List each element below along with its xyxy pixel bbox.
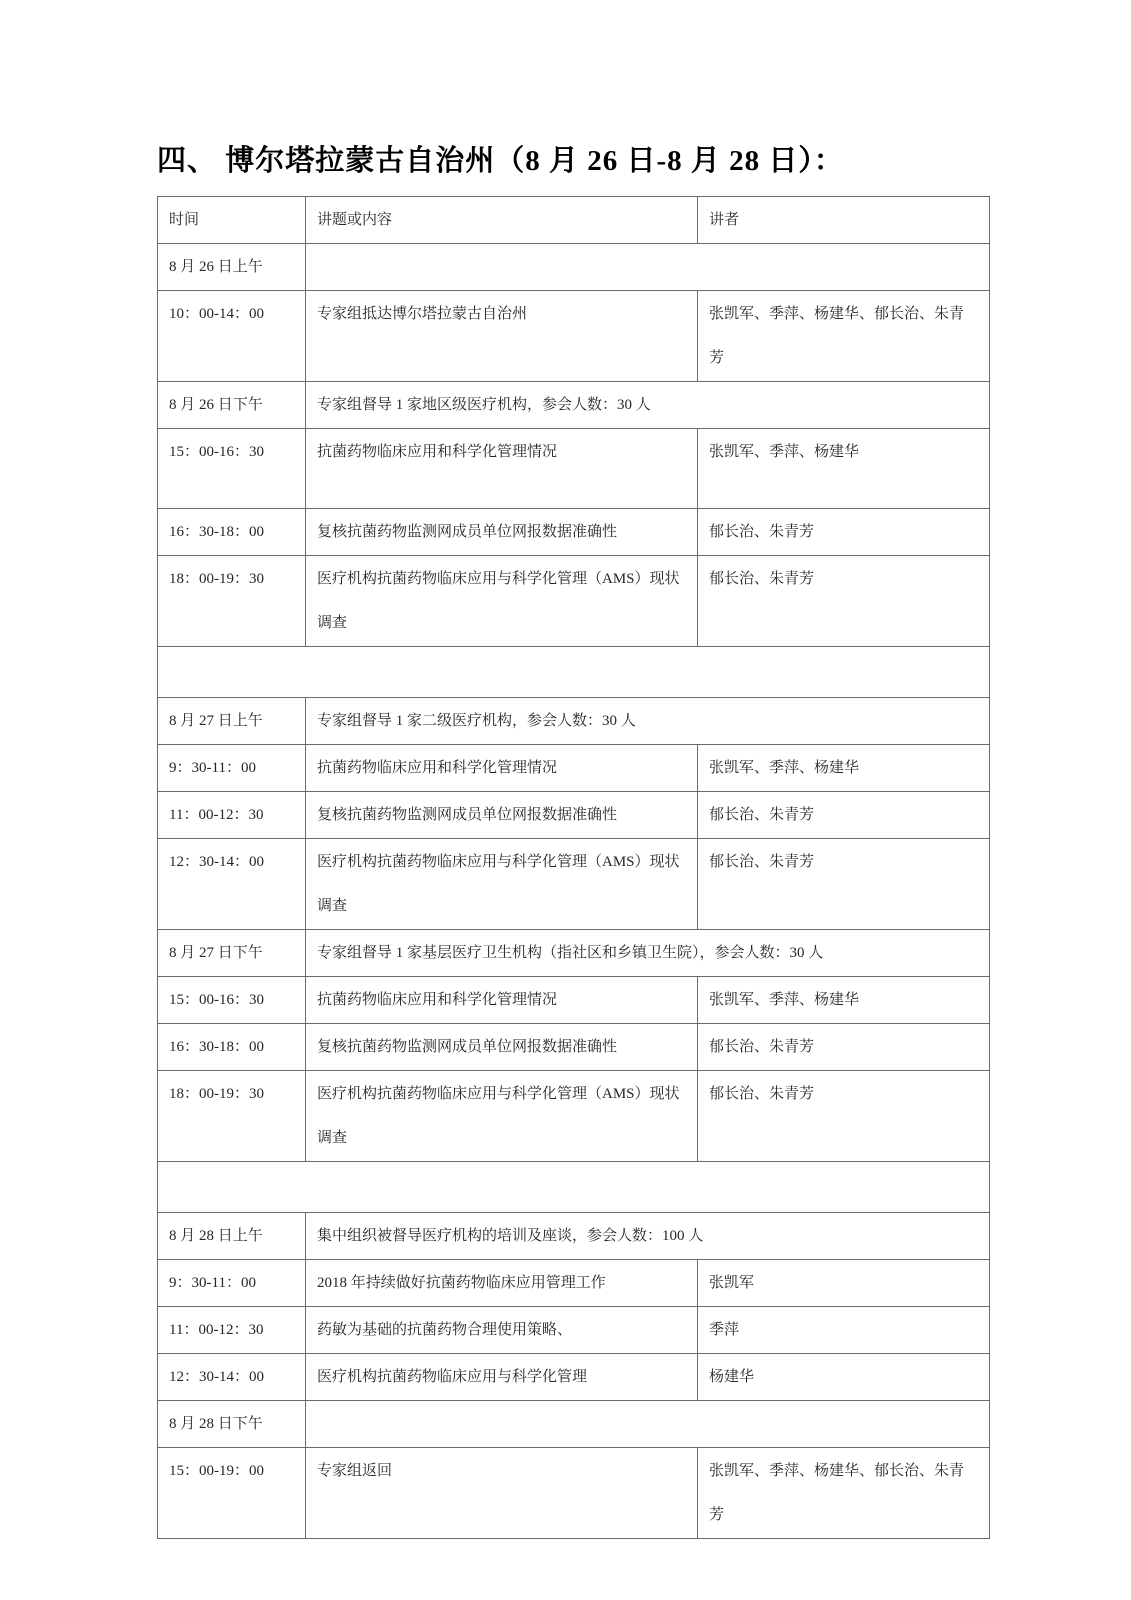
time-cell: 10：00-14：00 <box>158 291 306 382</box>
table-row <box>158 792 990 839</box>
table-row <box>158 1260 990 1307</box>
speaker-cell: 张凯军 <box>698 1260 990 1307</box>
speaker-cell: 张凯军、季萍、杨建华 <box>698 745 990 792</box>
time-cell: 15：00-19：00 <box>158 1448 306 1539</box>
table-row <box>158 509 990 556</box>
separator-cell <box>158 1162 990 1213</box>
table-row <box>158 1354 990 1401</box>
time-cell: 16：30-18：00 <box>158 509 306 556</box>
speaker-cell: 郁长治、朱青芳 <box>698 556 990 647</box>
table-row <box>158 1213 990 1260</box>
table-row <box>158 698 990 745</box>
header-cell-time: 时间 <box>158 197 306 244</box>
table-row <box>158 244 990 291</box>
topic-cell: 抗菌药物临床应用和科学化管理情况 <box>306 977 698 1024</box>
time-cell: 8 月 28 日上午 <box>158 1213 306 1260</box>
topic-cell: 专家组督导 1 家地区级医疗机构，参会人数：30 人 <box>306 382 990 429</box>
time-cell: 18：00-19：30 <box>158 1071 306 1162</box>
speaker-cell: 郁长治、朱青芳 <box>698 792 990 839</box>
topic-cell: 专家组抵达博尔塔拉蒙古自治州 <box>306 291 698 382</box>
time-cell: 11：00-12：30 <box>158 792 306 839</box>
header-cell-speaker: 讲者 <box>698 197 990 244</box>
topic-cell: 医疗机构抗菌药物临床应用与科学化管理（AMS）现状调查 <box>306 556 698 647</box>
table-row <box>158 1024 990 1071</box>
speaker-cell: 张凯军、季萍、杨建华 <box>698 977 990 1024</box>
time-cell: 11：00-12：30 <box>158 1307 306 1354</box>
time-cell: 18：00-19：30 <box>158 556 306 647</box>
topic-cell <box>306 244 990 291</box>
speaker-cell: 郁长治、朱青芳 <box>698 839 990 930</box>
speaker-cell: 张凯军、季萍、杨建华、郁长治、朱青芳 <box>698 1448 990 1539</box>
topic-cell: 专家组督导 1 家基层医疗卫生机构（指社区和乡镇卫生院），参会人数：30 人 <box>306 930 990 977</box>
time-cell: 15：00-16：30 <box>158 977 306 1024</box>
table-row <box>158 1448 990 1539</box>
topic-cell: 医疗机构抗菌药物临床应用与科学化管理（AMS）现状调查 <box>306 1071 698 1162</box>
topic-cell <box>306 1401 990 1448</box>
topic-cell: 集中组织被督导医疗机构的培训及座谈，参会人数：100 人 <box>306 1213 990 1260</box>
time-cell: 12：30-14：00 <box>158 1354 306 1401</box>
table-row <box>158 429 990 509</box>
table-row <box>158 745 990 792</box>
speaker-cell: 季萍 <box>698 1307 990 1354</box>
speaker-cell: 张凯军、季萍、杨建华、郁长治、朱青芳 <box>698 291 990 382</box>
time-cell: 16：30-18：00 <box>158 1024 306 1071</box>
speaker-cell: 杨建华 <box>698 1354 990 1401</box>
table-row <box>158 382 990 429</box>
speaker-cell: 张凯军、季萍、杨建华 <box>698 429 990 509</box>
topic-cell: 复核抗菌药物监测网成员单位网报数据准确性 <box>306 792 698 839</box>
topic-cell: 药敏为基础的抗菌药物合理使用策略、 <box>306 1307 698 1354</box>
topic-cell: 2018 年持续做好抗菌药物临床应用管理工作 <box>306 1260 698 1307</box>
separator-row <box>158 1162 990 1213</box>
speaker-cell: 郁长治、朱青芳 <box>698 1024 990 1071</box>
table-row <box>158 1071 990 1162</box>
time-cell: 9：30-11：00 <box>158 1260 306 1307</box>
table-row <box>158 930 990 977</box>
page-title: 四、 博尔塔拉蒙古自治州（8 月 26 日-8 月 28 日）： <box>157 145 844 177</box>
header-cell-topic: 讲题或内容 <box>306 197 698 244</box>
table-row <box>158 839 990 930</box>
topic-cell: 复核抗菌药物监测网成员单位网报数据准确性 <box>306 509 698 556</box>
topic-cell: 抗菌药物临床应用和科学化管理情况 <box>306 745 698 792</box>
topic-cell: 医疗机构抗菌药物临床应用与科学化管理（AMS）现状调查 <box>306 839 698 930</box>
table-row <box>158 1401 990 1448</box>
time-cell: 15：00-16：30 <box>158 429 306 509</box>
time-cell: 8 月 26 日下午 <box>158 382 306 429</box>
separator-row <box>158 647 990 698</box>
time-cell: 8 月 26 日上午 <box>158 244 306 291</box>
topic-cell: 专家组返回 <box>306 1448 698 1539</box>
speaker-cell: 郁长治、朱青芳 <box>698 1071 990 1162</box>
table-row <box>158 556 990 647</box>
table-row <box>158 977 990 1024</box>
topic-cell: 抗菌药物临床应用和科学化管理情况 <box>306 429 698 509</box>
topic-cell: 专家组督导 1 家二级医疗机构，参会人数：30 人 <box>306 698 990 745</box>
separator-cell <box>158 647 990 698</box>
time-cell: 8 月 27 日下午 <box>158 930 306 977</box>
table-row <box>158 1307 990 1354</box>
schedule-table <box>157 196 990 1539</box>
header-row <box>158 197 990 244</box>
time-cell: 12：30-14：00 <box>158 839 306 930</box>
speaker-cell: 郁长治、朱青芳 <box>698 509 990 556</box>
time-cell: 9：30-11：00 <box>158 745 306 792</box>
time-cell: 8 月 27 日上午 <box>158 698 306 745</box>
time-cell: 8 月 28 日下午 <box>158 1401 306 1448</box>
topic-cell: 复核抗菌药物监测网成员单位网报数据准确性 <box>306 1024 698 1071</box>
table-row <box>158 291 990 382</box>
topic-cell: 医疗机构抗菌药物临床应用与科学化管理 <box>306 1354 698 1401</box>
